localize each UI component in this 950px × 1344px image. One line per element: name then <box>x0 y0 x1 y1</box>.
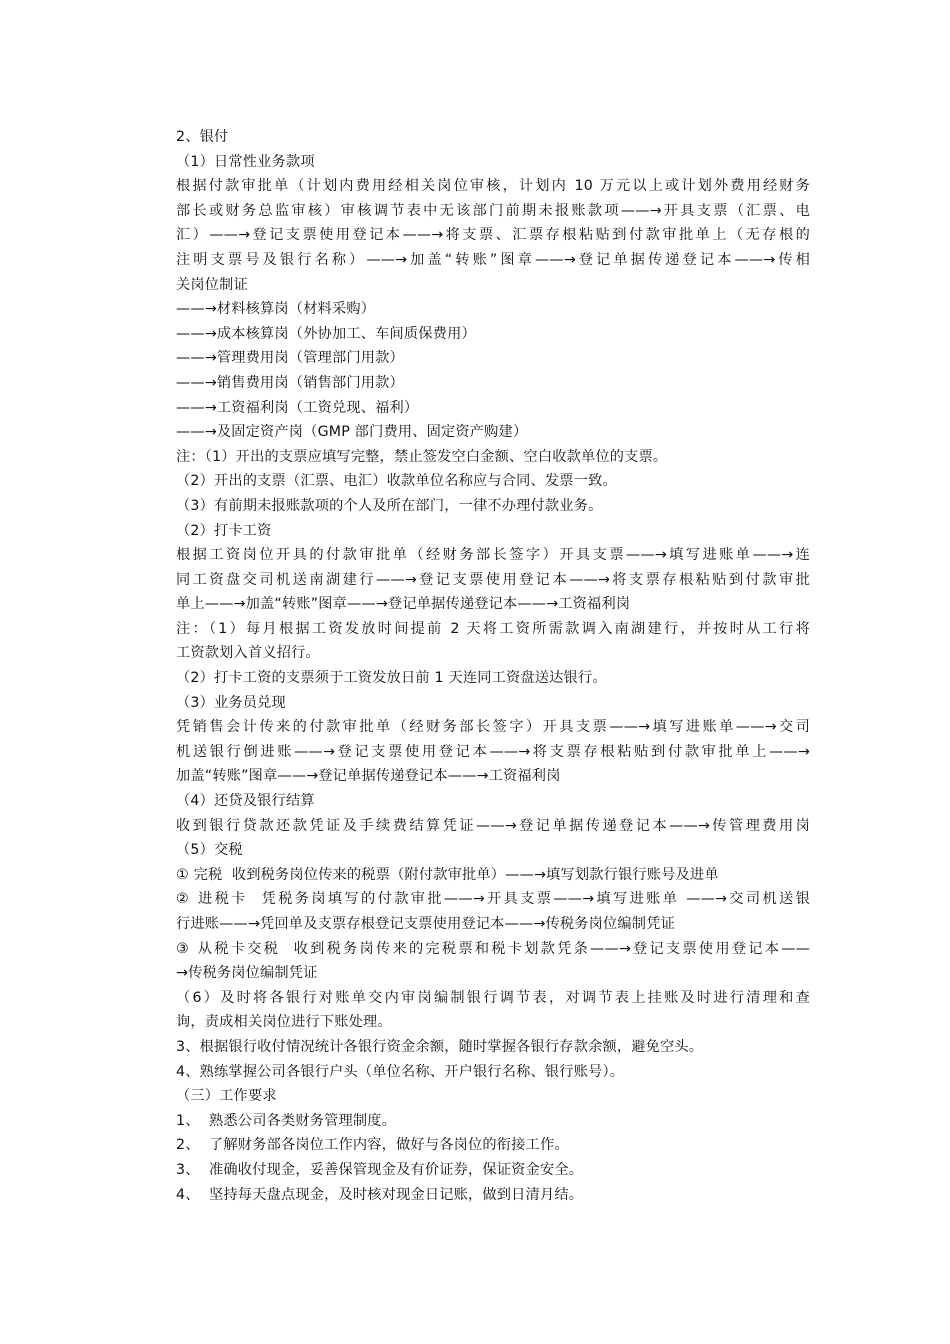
flow-item: ——→工资福利岗（工资兑现、福利） <box>176 399 419 416</box>
paragraph-line: 凭销售会计传来的付款审批单（经财务部长签字）开具支票——→填写进账单——→交司 <box>176 719 810 736</box>
paragraph-line: 收到银行贷款还款凭证及手续费结算凭证——→登记单据传递登记本——→传管理费用岗 <box>176 817 810 834</box>
note-line: （2）开出的支票（汇票、电汇）收款单位名称应与合同、发票一致。 <box>176 473 617 490</box>
flow-item: ——→管理费用岗（管理部门用款） <box>176 350 404 367</box>
subsection-heading: （3）业务员兑现 <box>176 694 286 711</box>
numbered-item: 3、根据银行收付情况统计各银行资金余额，随时掌握各银行存款余额，避免空头。 <box>176 1038 704 1055</box>
paragraph-line: 关岗位制证 <box>176 276 248 293</box>
section-heading: 2、银付 <box>176 129 229 145</box>
note-line: 注：（1）开出的支票应填写完整，禁止签发空白金额、空白收款单位的支票。 <box>176 448 668 465</box>
subsection-heading: （2）打卡工资 <box>176 522 272 539</box>
requirement-item: 2、 了解财务部各岗位工作内容，做好与各岗位的衔接工作。 <box>176 1137 569 1154</box>
paragraph-line: 部长或财务总监审核）审核调节表中无该部门前期未报账款项——→开具支票（汇票、电 <box>176 202 810 219</box>
document-body <box>176 125 810 1207</box>
tax-item-continued: 行进账——→凭回单及支票存根登记支票使用登记本——→传税务岗位编制凭证 <box>176 916 675 932</box>
paragraph-line: （6）及时将各银行对账单交内审岗编制银行调节表，对调节表上挂账及时进行清理和查 <box>176 989 810 1006</box>
flow-item: ——→成本核算岗（外协加工、车间质保费用） <box>176 325 476 342</box>
paragraph-line: 汇）——→登记支票使用登记本——→将支票、汇票存根粘贴到付款审批单上（无存根的 <box>176 227 810 244</box>
paragraph-line: 注明支票号及银行名称）——→加盖“转账”图章——→登记单据传递登记本——→传相 <box>176 251 810 268</box>
paragraph-line: 询，责成相关岗位进行下账处理。 <box>176 1014 392 1031</box>
note-line: 注：（1）每月根据工资发放时间提前 2 天将工资所需款调入南湖建行，并按时从工行将 <box>176 620 810 637</box>
note-line: 工资款划入首义招行。 <box>176 645 320 662</box>
paragraph-line: 同工资盘交司机送南湖建行——→登记支票使用登记本——→将支票存根粘贴到付款审批 <box>176 571 810 588</box>
subsection-heading: （4）还贷及银行结算 <box>176 793 315 810</box>
flow-item: ——→及固定资产岗（GMP 部门费用、固定资产购建） <box>176 424 528 441</box>
tax-item-continued: →传税务岗位编制凭证 <box>176 965 318 982</box>
subsection-heading: （5）交税 <box>176 842 243 859</box>
flow-item: ——→销售费用岗（销售部门用款） <box>176 374 404 391</box>
note-line: （2）打卡工资的支票须于工资发放日前 1 天连同工资盘送达银行。 <box>176 670 607 687</box>
paragraph-line: 单上——→加盖“转账”图章——→登记单据传递登记本——→工资福利岗 <box>176 596 631 613</box>
subsection-heading: （1）日常性业务款项 <box>176 153 315 170</box>
paragraph-line: 根据工资岗位开具的付款审批单（经财务部长签字）开具支票——→填写进账单——→连 <box>176 547 810 564</box>
paragraph-line: 加盖“转账”图章——→登记单据传递登记本——→工资福利岗 <box>176 768 561 785</box>
note-line: （3）有前期未报账款项的个人及所在部门，一律不办理付款业务。 <box>176 497 603 514</box>
flow-item: ——→材料核算岗（材料采购） <box>176 301 376 318</box>
section-heading: （三）工作要求 <box>176 1088 277 1105</box>
requirement-item: 4、 坚持每天盘点现金，及时核对现金日记账，做到日清月结。 <box>176 1186 584 1203</box>
paragraph-line: 机送银行倒进账——→登记支票使用登记本——→将支票存根粘贴到付款审批单上——→ <box>176 743 810 760</box>
paragraph-line: 根据付款审批单（计划内费用经相关岗位审核，计划内 10 万元以上或计划外费用经财务 <box>176 178 810 195</box>
tax-item: ② 进税卡 凭税务岗填写的付款审批——→开具支票——→填写进账单 ——→交司机送银 <box>176 891 810 908</box>
tax-item: ③ 从税卡交税 收到税务岗传来的完税票和税卡划款凭条——→登记支票使用登记本—— <box>176 940 810 957</box>
requirement-item: 1、 熟悉公司各类财务管理制度。 <box>176 1112 397 1129</box>
numbered-item: 4、熟练掌握公司各银行户头（单位名称、开户银行名称、银行账号）。 <box>176 1063 625 1080</box>
requirement-item: 3、 准确收付现金，妥善保管现金及有价证券，保证资金安全。 <box>176 1161 584 1178</box>
tax-item: ① 完税 收到税务岗位传来的税票（附付款审批单）——→填写划款行银行账号及进单 <box>176 866 719 883</box>
